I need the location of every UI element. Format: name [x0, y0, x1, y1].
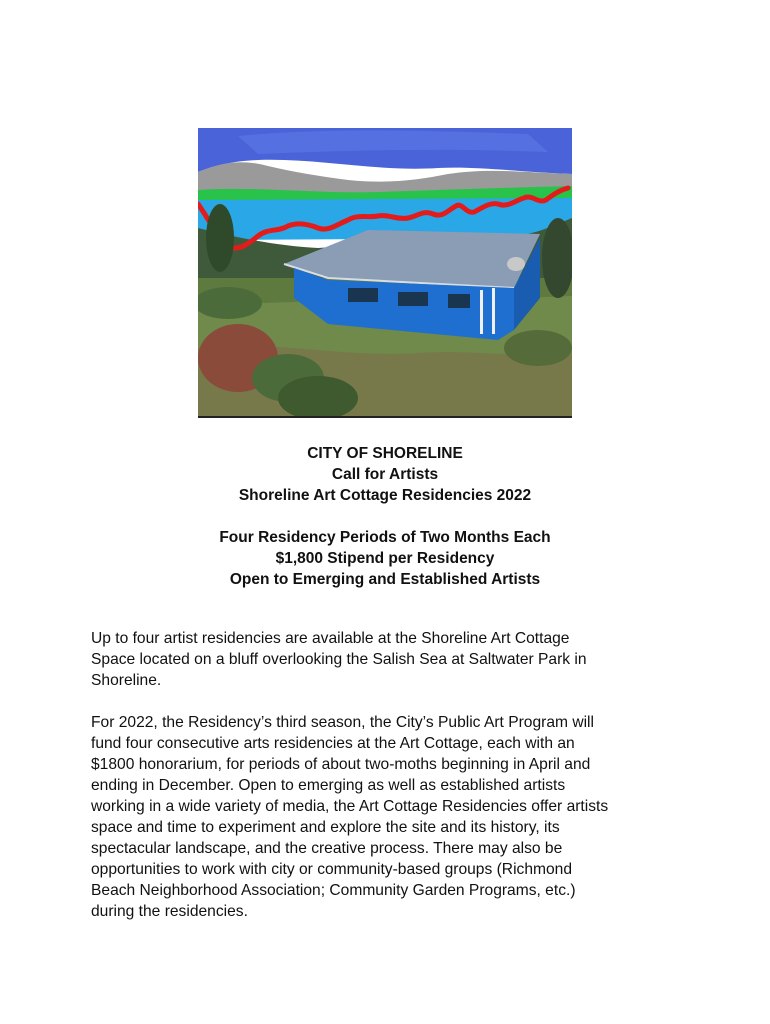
paragraph-line: For 2022, the Residency’s third season, the City’s Public Art Program will — [91, 714, 594, 731]
paragraph-line: during the residencies. — [91, 903, 248, 920]
paragraph-line: space and time to experiment and explore the site and its history, its — [91, 819, 560, 836]
paragraph-line: Up to four artist residencies are available at the Shoreline Art Cottage — [91, 630, 570, 647]
subtitle-block — [0, 527, 770, 590]
paragraph-line: $1800 honorarium, for periods of about two-moths beginning in April and — [91, 756, 591, 773]
intro-paragraph — [91, 628, 701, 691]
program-title: Shoreline Art Cottage Residencies 2022 — [238, 487, 532, 504]
paragraph-line: Shoreline. — [91, 672, 162, 689]
residency-periods: Four Residency Periods of Two Months Each — [219, 529, 551, 546]
cottage-photo — [198, 128, 572, 418]
details-paragraph — [91, 712, 701, 922]
city-name: CITY OF SHORELINE — [307, 445, 463, 462]
paragraph-line: ending in December. Open to emerging as well as established artists — [91, 777, 566, 794]
paragraph-line: opportunities to work with city or community-based groups (Richmond — [91, 861, 573, 878]
stipend: $1,800 Stipend per Residency — [275, 550, 495, 567]
paragraph-line: working in a wide variety of media, the Art Cottage Residencies offer artists — [91, 798, 609, 815]
paragraph-line: fund four consecutive arts residencies at the Art Cottage, each with an — [91, 735, 575, 752]
call-title: Call for Artists — [331, 466, 439, 483]
paragraph-line: Space located on a bluff overlooking the Salish Sea at Saltwater Park in — [91, 651, 587, 668]
paragraph-line: spectacular landscape, and the creative process. There may also be — [91, 840, 563, 857]
eligibility: Open to Emerging and Established Artists — [229, 571, 541, 588]
title-block — [0, 443, 770, 506]
paragraph-line: Beach Neighborhood Association; Community Garden Programs, etc.) — [91, 882, 576, 899]
